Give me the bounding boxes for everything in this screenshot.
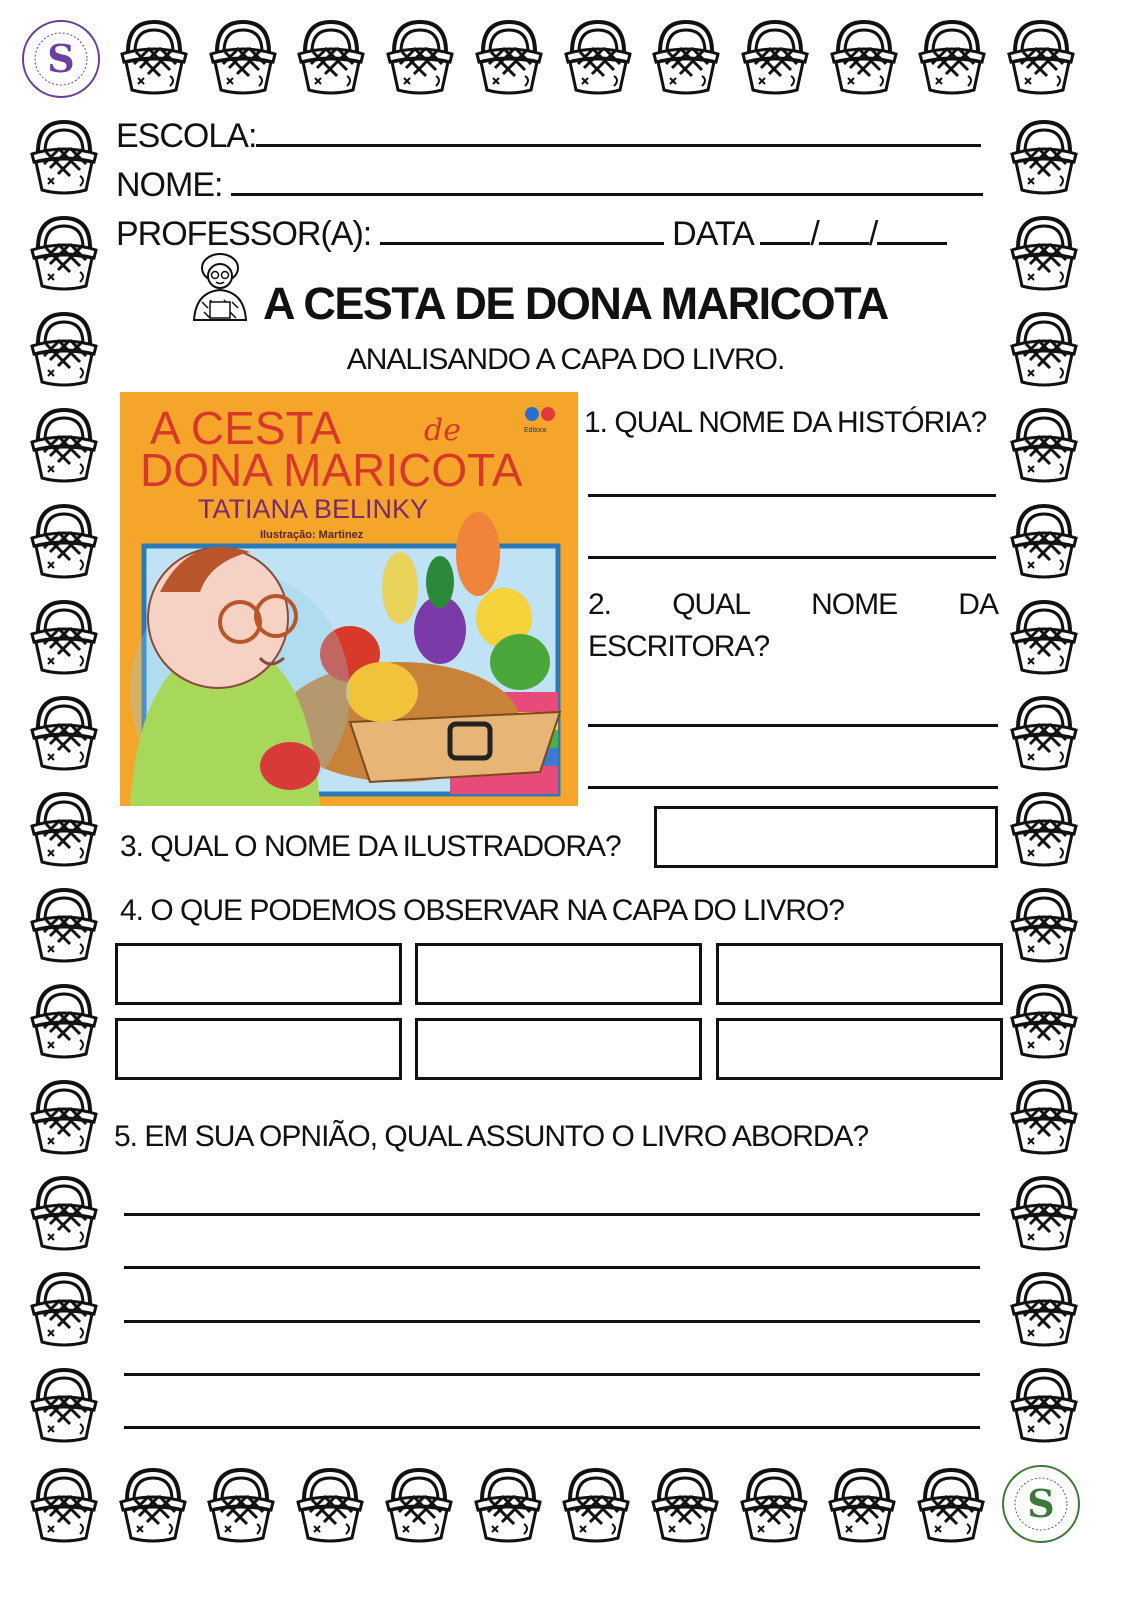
answer-line[interactable]	[588, 724, 998, 727]
basket-icon	[1004, 118, 1084, 198]
basket-icon	[1004, 1366, 1084, 1446]
basket-icon	[556, 1466, 636, 1546]
basket-icon	[1004, 1270, 1084, 1350]
question-5: 5. EM SUA OPNIÃO, QUAL ASSUNTO O LIVRO ABORDA?	[114, 1120, 869, 1153]
year-blank[interactable]	[877, 212, 947, 245]
cover-title-de: de	[424, 413, 461, 448]
page-subtitle: ANALISANDO A CAPA DO LIVRO.	[346, 343, 785, 376]
basket-icon	[469, 18, 549, 98]
page-title: A CESTA DE DONA MARICOTA	[263, 278, 888, 329]
basket-icon	[24, 598, 104, 678]
question-1: 1. QUAL NOME DA HISTÓRIA?	[584, 406, 987, 439]
logo-s-icon	[20, 18, 102, 100]
basket-icon	[911, 1466, 991, 1546]
cover-illustration-credit: Ilustração: Martinez	[260, 529, 364, 541]
basket-icon	[1004, 1078, 1084, 1158]
basket-icon	[290, 1466, 370, 1546]
observation-box[interactable]	[716, 943, 1003, 1005]
logo-letter: S	[47, 36, 75, 81]
school-blank[interactable]	[256, 114, 981, 147]
illustrator-answer-box[interactable]	[654, 806, 998, 868]
basket-icon	[1004, 982, 1084, 1062]
answer-line[interactable]	[124, 1266, 980, 1269]
teacher-date-field[interactable]	[116, 212, 947, 254]
basket-icon	[645, 1466, 725, 1546]
basket-icon	[24, 214, 104, 294]
observation-box[interactable]	[115, 1018, 402, 1080]
basket-icon	[379, 1466, 459, 1546]
question-2-word: 2.	[588, 588, 612, 621]
observation-box[interactable]	[415, 943, 702, 1005]
book-cover-image	[120, 392, 578, 806]
basket-icon	[24, 1174, 104, 1254]
teacher-blank[interactable]	[380, 212, 664, 245]
observation-box[interactable]	[115, 943, 402, 1005]
basket-icon	[201, 1466, 281, 1546]
basket-icon	[912, 18, 992, 98]
name-field[interactable]	[116, 163, 983, 205]
school-field[interactable]	[116, 114, 981, 156]
basket-icon	[24, 694, 104, 774]
basket-icon	[24, 118, 104, 198]
name-blank[interactable]	[231, 163, 983, 196]
basket-icon	[735, 18, 815, 98]
logo-top-left	[20, 18, 102, 100]
cover-author: TATIANA BELINKY	[198, 494, 429, 524]
basket-icon	[1001, 18, 1081, 98]
answer-line[interactable]	[124, 1373, 980, 1376]
basket-icon	[113, 1466, 193, 1546]
basket-icon	[824, 18, 904, 98]
teacher-label: PROFESSOR(A):	[116, 215, 372, 253]
question-2	[588, 588, 998, 622]
basket-icon	[1004, 886, 1084, 966]
logo-bottom-right	[1000, 1463, 1082, 1545]
basket-icon	[734, 1466, 814, 1546]
basket-icon	[380, 18, 460, 98]
answer-line[interactable]	[124, 1426, 980, 1429]
answer-line[interactable]	[124, 1320, 980, 1323]
basket-icon	[1004, 214, 1084, 294]
basket-icon	[1004, 1174, 1084, 1254]
basket-icon	[1004, 502, 1084, 582]
answer-line[interactable]	[588, 786, 998, 789]
basket-icon	[1004, 694, 1084, 774]
date-sep: /	[868, 215, 878, 253]
name-label: NOME:	[116, 166, 223, 204]
question-3: 3. QUAL O NOME DA ILUSTRADORA?	[120, 830, 621, 863]
basket-icon	[24, 886, 104, 966]
basket-icon	[1004, 406, 1084, 486]
cover-title-line1: A CESTA	[150, 402, 341, 454]
basket-icon	[468, 1466, 548, 1546]
question-2-word: NOME	[811, 588, 898, 621]
school-label: ESCOLA:	[116, 117, 257, 155]
basket-icon	[1004, 598, 1084, 678]
question-2-word: DA	[958, 588, 998, 621]
basket-icon	[291, 18, 371, 98]
basket-icon	[1004, 790, 1084, 870]
basket-icon	[24, 1078, 104, 1158]
basket-icon	[24, 1366, 104, 1446]
cover-title-line2: DONA MARICOTA	[140, 444, 523, 496]
basket-icon	[24, 502, 104, 582]
question-4: 4. O QUE PODEMOS OBSERVAR NA CAPA DO LIVRO?	[120, 894, 844, 927]
day-blank[interactable]	[760, 212, 810, 245]
question-2-line2: ESCRITORA?	[588, 630, 770, 663]
answer-line[interactable]	[588, 556, 996, 559]
basket-icon	[558, 18, 638, 98]
answer-line[interactable]	[124, 1213, 980, 1216]
month-blank[interactable]	[819, 212, 869, 245]
logo-s-icon	[1000, 1463, 1082, 1545]
basket-icon	[203, 18, 283, 98]
basket-icon	[114, 18, 194, 98]
date-sep: /	[810, 215, 819, 253]
basket-icon	[24, 1466, 104, 1546]
grandma-icon	[180, 250, 260, 322]
basket-icon	[24, 1270, 104, 1350]
basket-icon	[24, 406, 104, 486]
question-2-word: QUAL	[672, 588, 750, 621]
cover-publisher: Editora	[524, 427, 547, 434]
answer-line[interactable]	[588, 494, 996, 497]
date-label: DATA	[672, 215, 752, 253]
basket-icon	[24, 790, 104, 870]
observation-box[interactable]	[415, 1018, 702, 1080]
logo-letter: S	[1027, 1481, 1055, 1526]
basket-icon	[24, 982, 104, 1062]
basket-icon	[646, 18, 726, 98]
basket-icon	[822, 1466, 902, 1546]
observation-box[interactable]	[716, 1018, 1003, 1080]
